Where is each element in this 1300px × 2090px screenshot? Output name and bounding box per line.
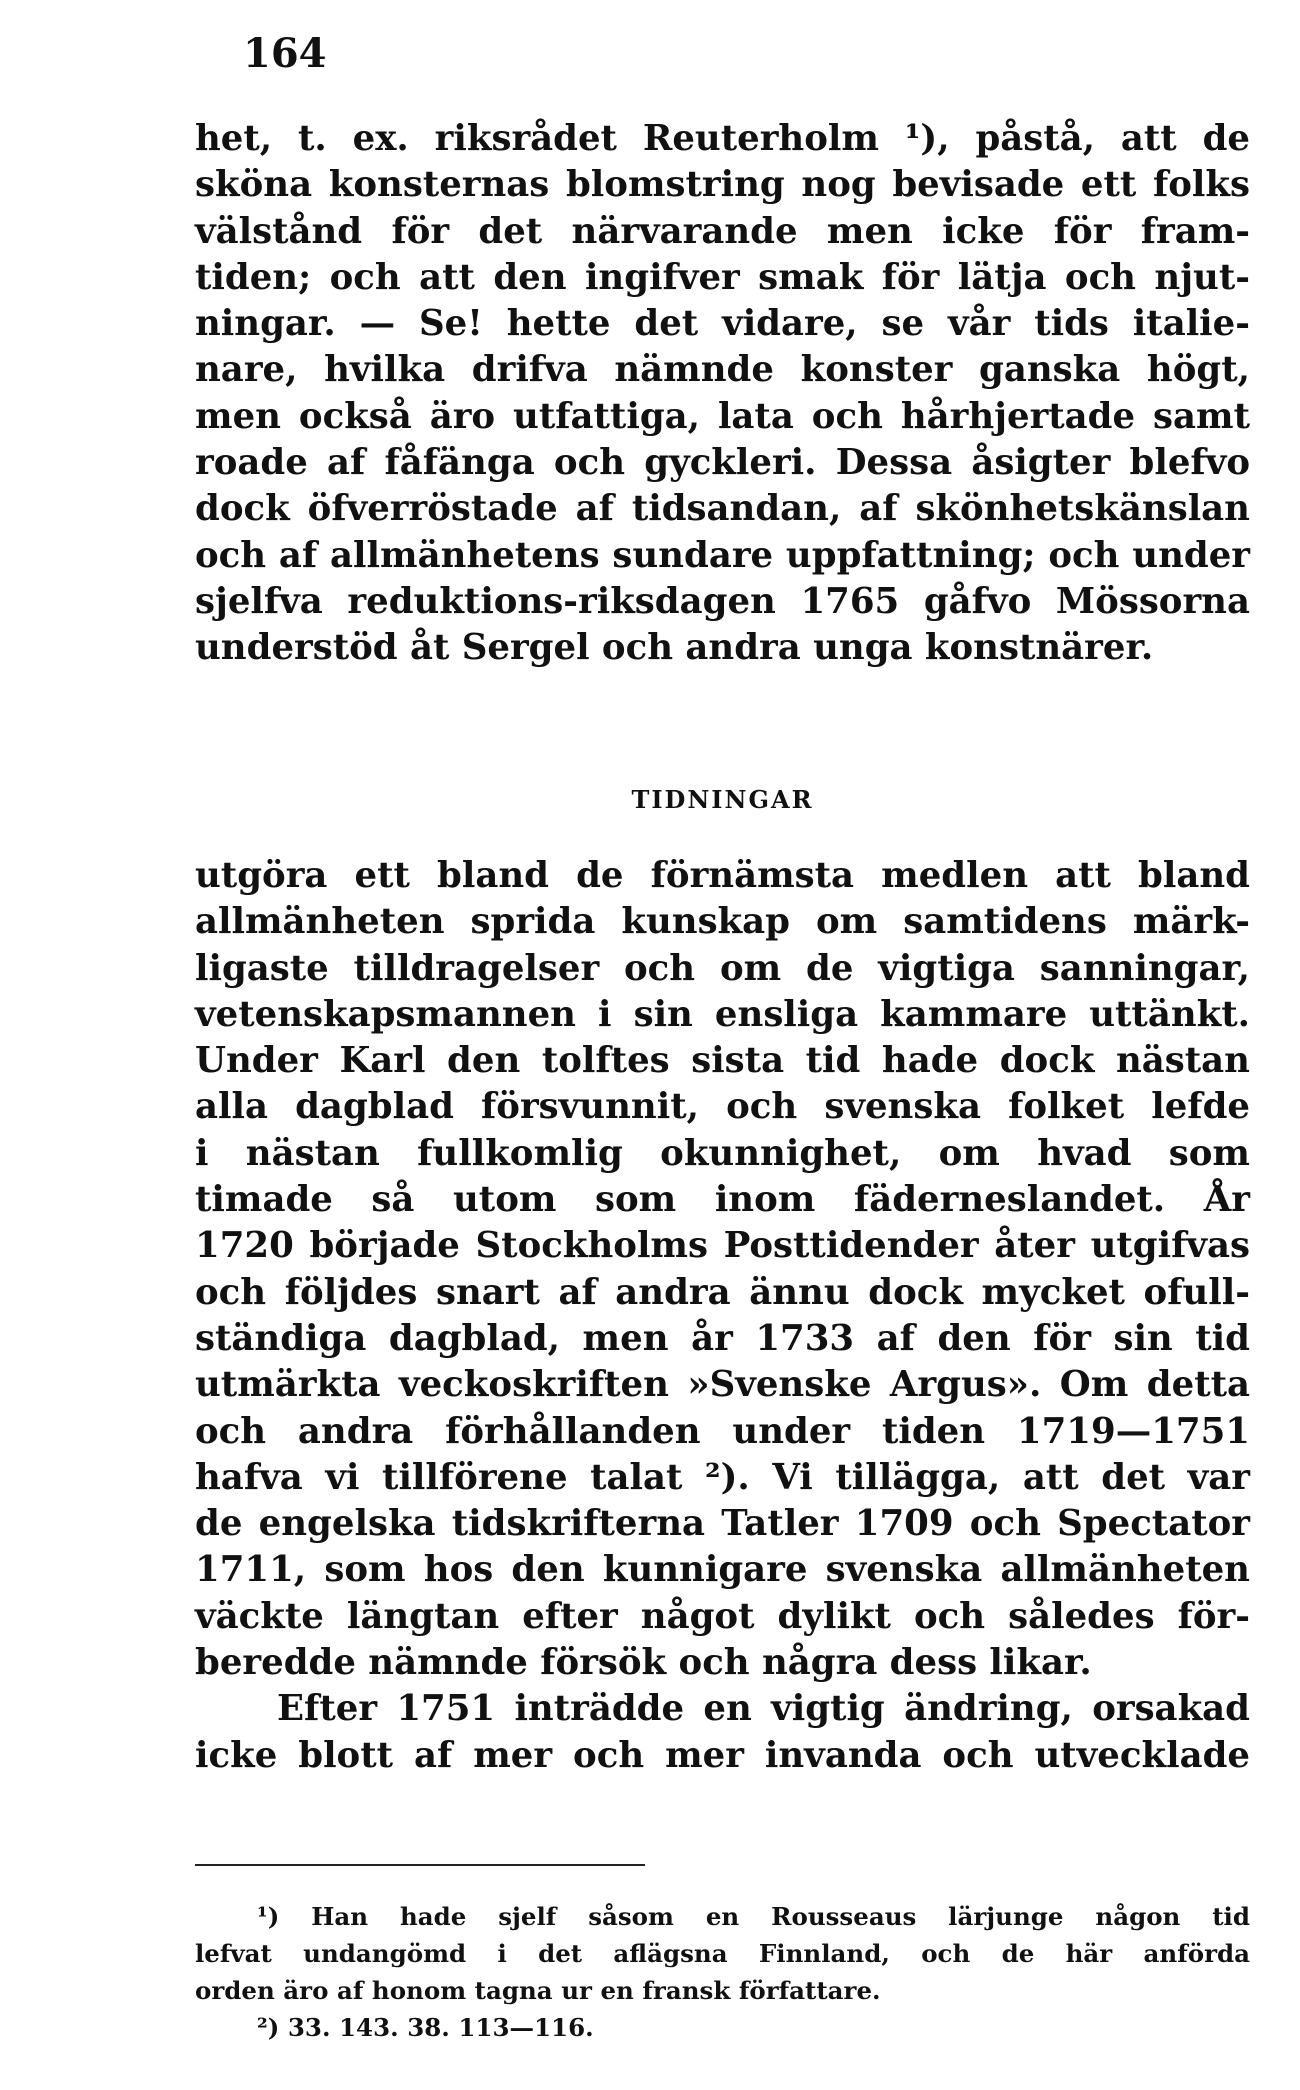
text-line: ligaste tilldragelser och om de vigtiga sanningar, [195,947,1250,989]
footnote-divider [195,1864,645,1866]
text-line: och följdes snart af andra ännu dock mycket ofull- [195,1271,1250,1313]
text-line: timade så utom som inom fäderneslandet. År [195,1179,1250,1221]
paragraph-2 [195,853,1250,1779]
text-line: Efter 1751 inträdde en vigtig ändring, orsakad [277,1688,1250,1730]
text-line: 1720 började Stockholms Posttidender åter utgifvas [195,1225,1250,1267]
section-heading: TIDNINGAR [631,785,814,814]
text-line: i nästan fullkomlig okunnighet, om hvad som [195,1132,1250,1174]
text-line: hafva vi tillförene talat ²). Vi tillägga, att det var [195,1456,1250,1498]
text-line: sköna konsternas blomstring nog bevisade ett folks [195,164,1250,206]
footnote-line: ¹) Han hade sjelf såsom en Rousseaus lärjunge någon tid [257,1902,1250,1931]
text-line: alla dagblad försvunnit, och svenska folket lefde [195,1086,1250,1128]
text-line: icke blott af mer och mer invanda och utvecklade [195,1734,1250,1776]
text-line: het, t. ex. riksrådet Reuterholm ¹), påstå, att de [195,118,1250,159]
text-line: och af allmänhetens sundare uppfattning; och under [195,534,1250,576]
text-line: dock öfverröstade af tidsandan, af skönhetskänslan [195,488,1250,530]
text-line: roade af fåfänga och gyckleri. Dessa åsigter blefvo [195,442,1250,484]
text-line: väckte längtan efter något dylikt och således för- [195,1595,1250,1637]
text-line: välstånd för det närvarande men icke för fram- [195,210,1250,252]
text-line: ningar. — Se! hette det vidare, se vår tids italie- [195,303,1250,345]
paragraph-1 [195,116,1250,672]
text-line: beredde nämnde försök och några dess likar. [195,1642,1092,1684]
text-line: 1711, som hos den kunnigare svenska allmänheten [195,1549,1250,1591]
text-line: och andra förhållanden under tiden 1719—1751 [195,1410,1250,1452]
text-line: utgöra ett bland de förnämsta medlen att bland [195,855,1250,896]
text-line: ständiga dagblad, men år 1733 af den för sin tid [195,1317,1250,1359]
text-line: tiden; och att den ingifver smak för lätja och njut- [195,256,1250,298]
text-line: utmärkta veckoskriften »Svenske Argus». Om detta [195,1364,1250,1406]
footnote-line: lefvat undangömd i det aflägsna Finnland, och de här anförda [195,1939,1250,1968]
text-line: men också äro utfattiga, lata och hårhjertade samt [195,395,1250,437]
footnotes [195,1898,1250,2046]
text-line: nare, hvilka drifva nämnde konster ganska högt, [195,349,1250,391]
text-line: allmänheten sprida kunskap om samtidens märk- [195,901,1250,943]
footnote-line: ²) 33. 143. 38. 113—116. [257,2013,594,2042]
text-line: de engelska tidskrifterna Tatler 1709 och Spectator [195,1503,1250,1545]
text-line: understöd åt Sergel och andra unga konstnärer. [195,627,1154,669]
text-line: vetenskapsmannen i sin ensliga kammare uttänkt. [195,993,1250,1035]
text-line: Under Karl den tolftes sista tid hade dock nästan [195,1040,1250,1082]
text-line: sjelfva reduktions-riksdagen 1765 gåfvo Mössorna [195,580,1250,622]
page-number: 164 [243,30,327,77]
footnote-line: orden äro af honom tagna ur en fransk författare. [195,1976,881,2005]
